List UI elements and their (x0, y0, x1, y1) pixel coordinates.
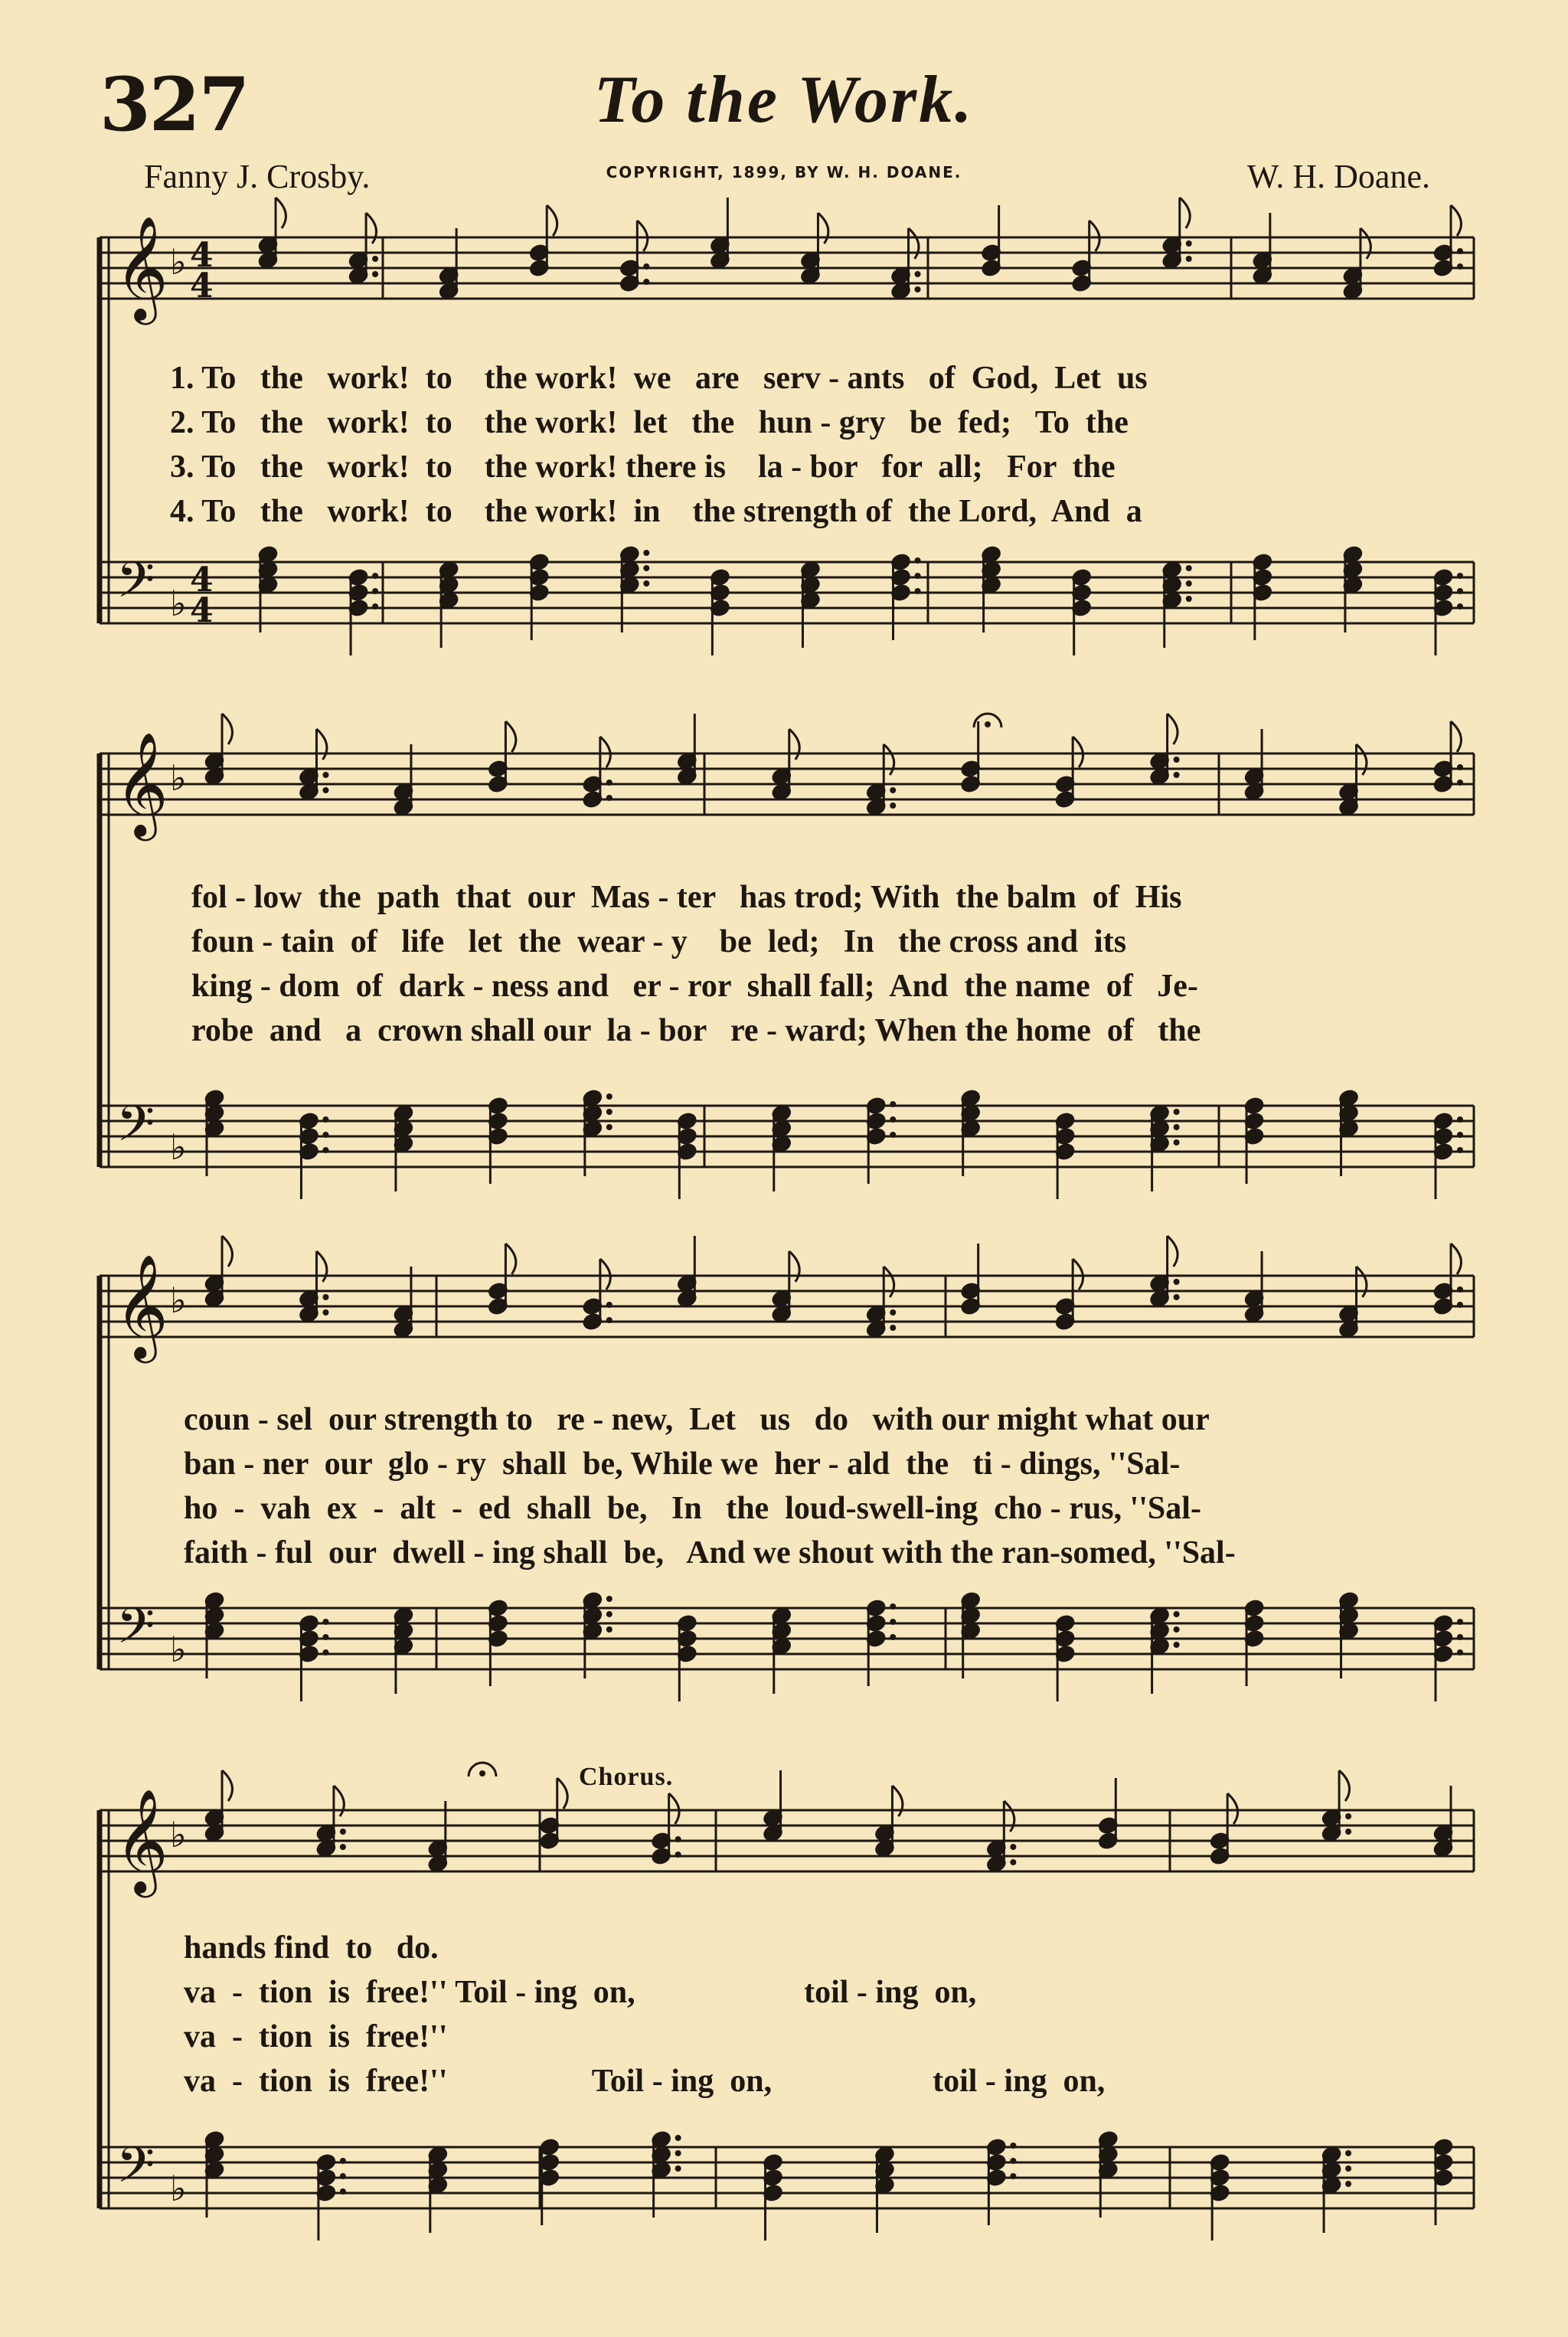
flag (1339, 1770, 1349, 1801)
flag (1357, 744, 1367, 775)
dot (1457, 603, 1463, 610)
dot (1457, 588, 1463, 594)
flag (818, 213, 828, 244)
flag (884, 1267, 893, 1297)
dot (890, 1116, 896, 1123)
dot (675, 2135, 681, 2141)
dot (1174, 1294, 1180, 1300)
dot (1457, 1619, 1463, 1625)
author-credit: Fanny J. Crosby. (144, 158, 371, 195)
flag (547, 205, 557, 236)
dot (1345, 1813, 1351, 1819)
treble-clef: 𝄞 (115, 214, 168, 320)
flag (505, 1244, 515, 1274)
flag (505, 721, 515, 752)
dot (915, 588, 921, 594)
dot (322, 1147, 328, 1153)
dot (322, 787, 328, 793)
dot (340, 2188, 346, 2195)
dot (1345, 2181, 1351, 2187)
dot (1010, 2158, 1016, 2164)
flag (669, 1793, 679, 1824)
lyric-line-verse-3: ho - vah ex - alt - ed shall be, In the loud-swell-ing cho - rus, ''Sal- (184, 1491, 1201, 1526)
dot (606, 795, 612, 801)
flat-sign: ♭ (170, 1126, 187, 1168)
dot (1457, 764, 1463, 770)
dot (1174, 1109, 1180, 1115)
flag (600, 1259, 610, 1289)
dot (1174, 1611, 1180, 1617)
dot (643, 565, 649, 571)
flag (316, 729, 326, 760)
dot (606, 1626, 612, 1633)
dot (322, 1294, 328, 1300)
lyric-line-verse-4: 4. To the work! to the work! in the strength of the Lord, And a (170, 494, 1142, 529)
dot (1345, 1829, 1351, 1835)
lyric-line-verse-2: 2. To the work! to the work! let the hun - gry be fed; To the (170, 405, 1129, 440)
dot (606, 1109, 612, 1115)
lyric-line-verse-4: faith - ful our dwell - ing shall be, And we shout with the ran-somed, ''Sal- (184, 1535, 1236, 1571)
flag (892, 1786, 902, 1816)
dot (372, 573, 378, 579)
treble-clef: 𝄞 (115, 731, 168, 836)
dot (1174, 1279, 1180, 1285)
fermata-mark (479, 1770, 485, 1776)
dot (1457, 1286, 1463, 1293)
dot (890, 1325, 896, 1331)
lyric-line-verse-2: ban - ner our glo - ry shall be, While we her - ald the ti - dings, ''Sal- (184, 1446, 1181, 1482)
dot (1174, 757, 1180, 763)
flag (909, 228, 919, 259)
dot (643, 263, 649, 270)
dot (606, 1093, 612, 1100)
dot (890, 1132, 896, 1138)
flag (1451, 721, 1461, 752)
dot (890, 1634, 896, 1640)
dot (322, 1649, 328, 1656)
dot (675, 2165, 681, 2172)
dot (915, 573, 921, 579)
dot (1457, 780, 1463, 786)
dot (1457, 263, 1463, 270)
dot (372, 603, 378, 610)
dot (1186, 565, 1192, 571)
dot (1457, 1634, 1463, 1640)
dot (890, 802, 896, 809)
dot (1457, 1116, 1463, 1123)
lyric-line-verse-3: va - tion is free!'' (184, 2019, 448, 2054)
dot (322, 1116, 328, 1123)
dot (1174, 1642, 1180, 1648)
dot (915, 557, 921, 564)
dot (322, 1634, 328, 1640)
dot (1174, 772, 1180, 778)
flag (1361, 228, 1370, 259)
dot (1010, 1859, 1016, 1865)
treble-clef: 𝄞 (115, 1253, 168, 1358)
bass-clef: 𝄢 (116, 1598, 155, 1667)
hymn-number: 327 (100, 61, 249, 148)
lyric-line-verse-1: coun - sel our strength to re - new, Let us do with our might what our (184, 1402, 1210, 1437)
dot (890, 1619, 896, 1625)
flag (1004, 1801, 1014, 1832)
dot (890, 1603, 896, 1610)
flat-sign: ♭ (170, 241, 187, 283)
flag (637, 221, 647, 251)
flat-sign: ♭ (170, 583, 187, 624)
dot (606, 780, 612, 786)
flag (1168, 714, 1178, 744)
flag (222, 1236, 232, 1267)
dot (606, 1124, 612, 1130)
dot (1186, 256, 1192, 262)
flag (884, 744, 893, 775)
flat-sign: ♭ (170, 1280, 187, 1321)
dot (915, 271, 921, 277)
flag (1451, 205, 1461, 236)
dot (340, 1844, 346, 1850)
flat-sign: ♭ (170, 1629, 187, 1670)
dot (890, 787, 896, 793)
time-signature-top: 4 (190, 561, 214, 600)
dot (322, 772, 328, 778)
flag (1168, 1236, 1178, 1267)
flag (600, 737, 610, 767)
dot (1010, 2143, 1016, 2149)
dot (372, 271, 378, 277)
dot (1457, 1302, 1463, 1308)
flag (1227, 1793, 1237, 1824)
dot (1186, 596, 1192, 602)
dot (1457, 1649, 1463, 1656)
dot (1186, 240, 1192, 247)
dot (643, 580, 649, 587)
flag (557, 1778, 567, 1809)
flag (1180, 198, 1190, 228)
flag (1073, 737, 1083, 767)
lyric-line-verse-3: 3. To the work! to the work! there is la - bor for all; For the (170, 449, 1116, 485)
flag (1073, 1259, 1083, 1289)
bass-clef: 𝄢 (116, 2137, 155, 2206)
dot (1174, 1626, 1180, 1633)
dot (1457, 1132, 1463, 1138)
bass-clef: 𝄢 (116, 552, 155, 621)
dot (606, 1611, 612, 1617)
dot (372, 588, 378, 594)
flag (1357, 1267, 1367, 1297)
dot (606, 1596, 612, 1602)
lyric-line-verse-4: va - tion is free!'' Toil - ing on, toil - ing on, (184, 2064, 1106, 2099)
flag (366, 213, 376, 244)
dot (643, 550, 649, 556)
flag (222, 1770, 232, 1801)
dot (1457, 248, 1463, 254)
dot (915, 286, 921, 293)
dot (675, 2150, 681, 2156)
dot (1010, 1844, 1016, 1850)
dot (1186, 580, 1192, 587)
lyric-line-verse-1: 1. To the work! to the work! we are serv - ants of God, Let us (170, 361, 1148, 396)
dot (1174, 1124, 1180, 1130)
lyric-line-verse-1: fol - low the path that our Mas - ter has trod; With the balm of His (191, 880, 1182, 915)
fermata-mark (985, 721, 991, 727)
lyric-line-verse-4: robe and a crown shall our la - bor re - ward; When the home of the (191, 1013, 1201, 1048)
dot (340, 1829, 346, 1835)
dot (340, 2173, 346, 2179)
flag (334, 1786, 344, 1816)
flag (222, 714, 232, 744)
flag (789, 729, 799, 760)
time-signature-top: 4 (190, 236, 214, 275)
flag (276, 198, 286, 228)
dot (1457, 1147, 1463, 1153)
dot (322, 1309, 328, 1316)
chorus-label: Chorus. (579, 1763, 674, 1791)
dot (675, 1852, 681, 1858)
treble-clef: 𝄞 (115, 1787, 168, 1893)
bass-clef: 𝄢 (116, 1096, 155, 1165)
flat-sign: ♭ (170, 2168, 187, 2209)
dot (606, 1317, 612, 1323)
dot (890, 1309, 896, 1316)
flat-sign: ♭ (170, 1814, 187, 1855)
dot (675, 1836, 681, 1842)
dot (340, 2158, 346, 2164)
flat-sign: ♭ (170, 757, 187, 799)
copyright-notice: COPYRIGHT, 1899, BY W. H. DOANE. (606, 163, 962, 181)
flag (1089, 221, 1099, 251)
dot (1457, 573, 1463, 579)
composer-credit: W. H. Doane. (1246, 158, 1430, 195)
dot (1345, 2165, 1351, 2172)
flag (316, 1251, 326, 1282)
lyric-line-verse-2: va - tion is free!'' Toil - ing on, toil - ing on, (184, 1975, 977, 2010)
time-signature-bottom: 4 (190, 266, 214, 306)
time-signature-bottom: 4 (190, 591, 214, 630)
dot (1010, 2173, 1016, 2179)
dot (890, 1101, 896, 1107)
dot (372, 256, 378, 262)
hymn-title: To the Work. (593, 63, 975, 137)
dot (606, 1302, 612, 1308)
lyric-line-verse-3: king - dom of dark - ness and er - ror shall fall; And the name of Je- (191, 969, 1198, 1004)
lyric-line-verse-2: foun - tain of life let the wear - y be led; In the cross and its (191, 924, 1127, 959)
lyric-line-verse-1: hands find to do. (184, 1930, 439, 1966)
dot (1174, 1139, 1180, 1146)
flag (789, 1251, 799, 1282)
flag (1451, 1244, 1461, 1274)
dot (322, 1132, 328, 1138)
dot (643, 279, 649, 285)
dot (322, 1619, 328, 1625)
dot (1345, 2150, 1351, 2156)
